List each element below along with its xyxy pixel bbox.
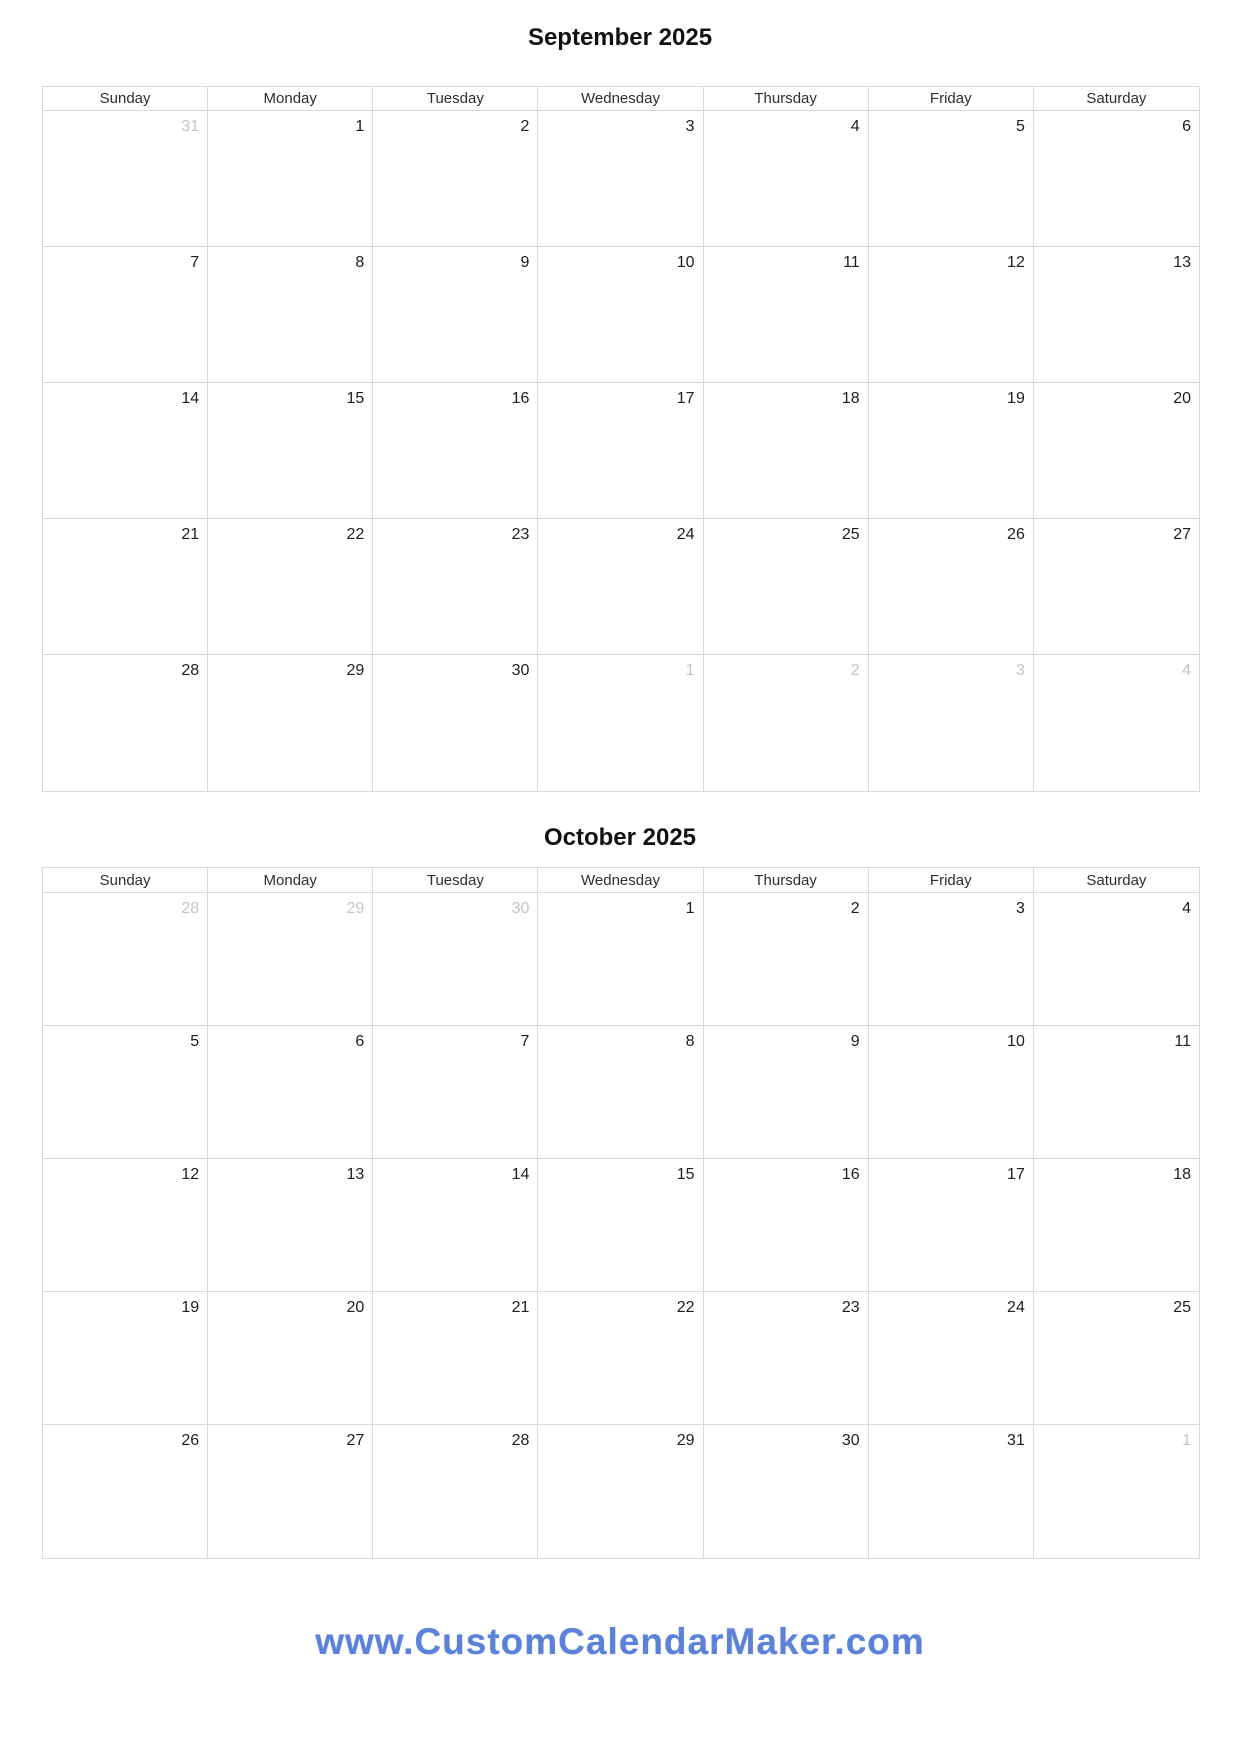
day-header-friday: Friday (869, 868, 1034, 893)
day-number: 30 (511, 662, 530, 679)
day-number: 15 (676, 1166, 695, 1183)
day-number: 7 (190, 254, 200, 271)
day-number: 17 (1007, 1166, 1025, 1183)
day-cell (1034, 1026, 1199, 1159)
calendar-grid-september (42, 86, 1200, 792)
day-number: 12 (1007, 254, 1025, 271)
day-number: 6 (1182, 118, 1191, 135)
day-number: 7 (520, 1033, 530, 1050)
day-number: 24 (1007, 1299, 1025, 1316)
day-header-tuesday: Tuesday (373, 868, 538, 893)
day-number: 2 (520, 118, 530, 135)
day-number: 15 (346, 390, 365, 407)
day-number: 20 (1173, 390, 1191, 407)
day-number: 10 (676, 254, 695, 271)
day-number: 9 (850, 1033, 860, 1050)
day-cell (1034, 655, 1199, 791)
day-cell (869, 893, 1034, 1026)
day-number: 28 (181, 662, 200, 679)
day-cell (869, 519, 1034, 655)
day-number: 29 (676, 1432, 695, 1449)
day-number: 30 (841, 1432, 860, 1449)
day-cell (538, 383, 703, 519)
day-number: 10 (1007, 1033, 1025, 1050)
day-number: 11 (1174, 1033, 1191, 1050)
day-number: 4 (850, 118, 860, 135)
day-header-sunday: Sunday (43, 87, 208, 111)
day-number: 8 (685, 1033, 695, 1050)
day-number: 19 (1007, 390, 1025, 407)
day-number: 27 (1173, 526, 1191, 543)
day-cell (1034, 1425, 1199, 1558)
day-cell (538, 111, 703, 247)
day-cell (538, 1159, 703, 1292)
day-cell (1034, 519, 1199, 655)
day-cell (208, 1425, 373, 1558)
day-number: 18 (1173, 1166, 1191, 1183)
day-number: 6 (355, 1033, 365, 1050)
day-cell (373, 247, 538, 383)
day-header-tuesday: Tuesday (373, 87, 538, 111)
day-number: 9 (520, 254, 530, 271)
day-cell (1034, 1159, 1199, 1292)
day-number: 4 (1182, 662, 1191, 679)
day-cell (538, 655, 703, 791)
day-cell (538, 1292, 703, 1425)
day-cell (373, 111, 538, 247)
day-cell (1034, 893, 1199, 1026)
day-cell (43, 1026, 208, 1159)
day-header-monday: Monday (208, 868, 373, 893)
day-cell (373, 519, 538, 655)
day-number: 14 (511, 1166, 530, 1183)
day-cell (43, 893, 208, 1026)
day-cell (1034, 1292, 1199, 1425)
day-number: 18 (841, 390, 860, 407)
day-header-wednesday: Wednesday (538, 868, 703, 893)
day-cell (208, 1159, 373, 1292)
day-cell (208, 1292, 373, 1425)
day-cell (1034, 247, 1199, 383)
day-cell (869, 111, 1034, 247)
day-cell (43, 1292, 208, 1425)
day-cell (1034, 111, 1199, 247)
day-cell (373, 893, 538, 1026)
day-cell (869, 1159, 1034, 1292)
day-cell (869, 383, 1034, 519)
month-section-september (0, 24, 1240, 792)
day-number: 22 (676, 1299, 695, 1316)
day-cell (43, 111, 208, 247)
day-cell (373, 1292, 538, 1425)
day-cell (43, 383, 208, 519)
day-cell (43, 519, 208, 655)
day-number: 1 (1182, 1432, 1191, 1449)
day-number: 27 (346, 1432, 365, 1449)
day-cell (869, 247, 1034, 383)
day-cell (869, 1292, 1034, 1425)
day-cell (373, 1425, 538, 1558)
day-number: 5 (1015, 118, 1025, 135)
day-number: 30 (511, 900, 530, 917)
calendar-grid-october (42, 867, 1200, 1559)
day-cell (704, 1159, 869, 1292)
day-cell (208, 383, 373, 519)
day-number: 28 (181, 900, 200, 917)
day-number: 4 (1182, 900, 1191, 917)
day-number: 28 (511, 1432, 530, 1449)
day-number: 11 (843, 254, 860, 271)
day-number: 5 (190, 1033, 200, 1050)
day-cell (538, 519, 703, 655)
day-cell (373, 1159, 538, 1292)
day-number: 25 (1173, 1299, 1191, 1316)
day-number: 2 (850, 900, 860, 917)
day-number: 8 (355, 254, 365, 271)
day-header-sunday: Sunday (43, 868, 208, 893)
day-cell (43, 1159, 208, 1292)
day-number: 24 (676, 526, 695, 543)
day-number: 20 (346, 1299, 365, 1316)
watermark-url: www.CustomCalendarMaker.com (315, 1621, 925, 1662)
day-number: 14 (181, 390, 200, 407)
day-header-saturday: Saturday (1034, 868, 1199, 893)
day-cell (208, 655, 373, 791)
day-number: 3 (1015, 662, 1025, 679)
day-cell (538, 1026, 703, 1159)
day-number: 23 (841, 1299, 860, 1316)
day-cell (704, 247, 869, 383)
day-cell (43, 1425, 208, 1558)
day-cell (43, 655, 208, 791)
day-cell (869, 655, 1034, 791)
day-number: 21 (511, 1299, 530, 1316)
day-number: 21 (181, 526, 200, 543)
day-number: 31 (1007, 1432, 1025, 1449)
day-cell (208, 519, 373, 655)
month-title-september: September 2025 (527, 24, 713, 51)
day-cell (704, 111, 869, 247)
day-cell (704, 655, 869, 791)
day-number: 26 (181, 1432, 200, 1449)
month-title-october: October 2025 (543, 824, 697, 851)
day-header-monday: Monday (208, 87, 373, 111)
day-cell (1034, 383, 1199, 519)
day-number: 31 (181, 118, 200, 135)
day-number: 13 (1173, 254, 1191, 271)
day-number: 1 (355, 118, 365, 135)
day-cell (704, 519, 869, 655)
day-number: 29 (346, 662, 365, 679)
day-header-thursday: Thursday (704, 868, 869, 893)
day-number: 16 (511, 390, 530, 407)
day-cell (538, 1425, 703, 1558)
day-number: 25 (841, 526, 860, 543)
day-number: 1 (685, 662, 695, 679)
day-header-wednesday: Wednesday (538, 87, 703, 111)
day-cell (538, 247, 703, 383)
day-number: 29 (346, 900, 365, 917)
day-number: 1 (685, 900, 695, 917)
day-cell (704, 1292, 869, 1425)
day-cell (208, 893, 373, 1026)
month-section-october (0, 824, 1240, 1559)
day-cell (704, 383, 869, 519)
day-header-friday: Friday (869, 87, 1034, 111)
day-cell (704, 1026, 869, 1159)
day-cell (704, 893, 869, 1026)
day-number: 13 (346, 1166, 365, 1183)
day-cell (373, 383, 538, 519)
day-cell (43, 247, 208, 383)
day-cell (538, 893, 703, 1026)
day-cell (373, 655, 538, 791)
day-cell (373, 1026, 538, 1159)
day-cell (869, 1026, 1034, 1159)
day-cell (208, 1026, 373, 1159)
day-header-saturday: Saturday (1034, 87, 1199, 111)
day-number: 17 (676, 390, 695, 407)
day-number: 23 (511, 526, 530, 543)
day-number: 22 (346, 526, 365, 543)
day-number: 26 (1007, 526, 1025, 543)
day-number: 3 (1015, 900, 1025, 917)
day-number: 2 (850, 662, 860, 679)
day-number: 16 (841, 1166, 860, 1183)
day-cell (704, 1425, 869, 1558)
day-number: 12 (181, 1166, 200, 1183)
day-number: 19 (181, 1299, 200, 1316)
day-cell (869, 1425, 1034, 1558)
day-number: 3 (685, 118, 695, 135)
day-cell (208, 111, 373, 247)
day-header-thursday: Thursday (704, 87, 869, 111)
day-cell (208, 247, 373, 383)
